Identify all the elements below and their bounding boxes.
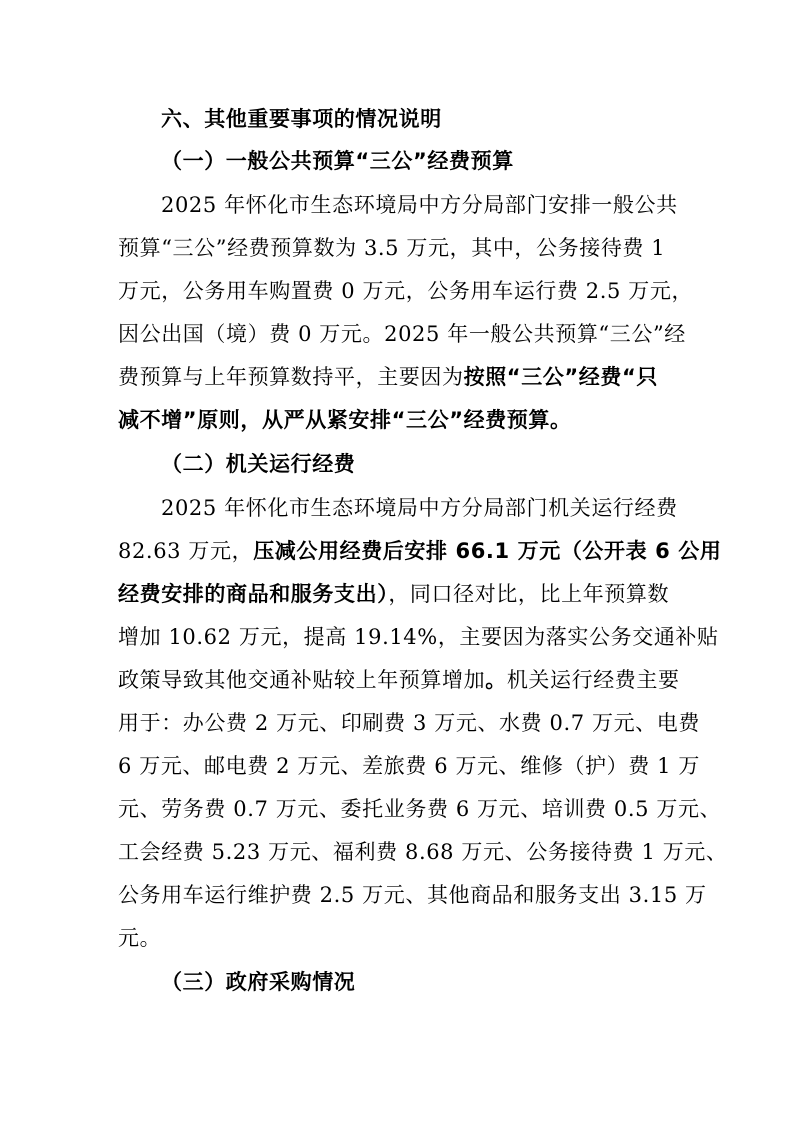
paragraph-line: 元。 (118, 926, 162, 950)
paragraph-line: 预算“三公”经费预算数为 3.5 万元，其中，公务接待费 1 (118, 236, 666, 260)
text-run: ，同口径对比，比上年预算数 (388, 582, 670, 606)
bold-text-run: 。 (485, 668, 507, 692)
subsection-title-1: （一）一般公共预算“三公”经费预算 (161, 149, 514, 173)
bold-text-run: 压减公用经费后安排 66.1 万元（公开表 6 公用 (253, 539, 722, 563)
subsection-title-2: （二）机关运行经费 (161, 452, 356, 476)
paragraph-line: 增加 10.62 万元，提高 19.14%，主要因为落实公务交通补贴 (118, 625, 719, 649)
text-run: 82.63 万元， (118, 539, 254, 563)
subsection-title-3: （三）政府采购情况 (161, 970, 356, 994)
text-run: 机关运行经费主要 (506, 668, 680, 692)
text-run: 政策导致其他交通补贴较上年预算增加 (118, 668, 486, 692)
paragraph-line: 万元，公务用车购置费 0 万元，公务用车运行费 2.5 万元， (118, 279, 694, 303)
paragraph-line: 公务用车运行维护费 2.5 万元、其他商品和服务支出 3.15 万 (118, 883, 707, 907)
paragraph-line: 因公出国（境）费 0 万元。2025 年一般公共预算“三公”经 (118, 322, 686, 346)
paragraph-line: 工会经费 5.23 万元、福利费 8.68 万元、公务接待费 1 万元、 (118, 840, 728, 864)
text-run: 费预算与上年预算数持平，主要因为 (118, 365, 464, 389)
paragraph-line: 2025 年怀化市生态环境局中方分局部门机关运行经费 (161, 496, 678, 520)
paragraph-line (118, 665, 680, 695)
paragraph-line (118, 362, 658, 392)
paragraph-line (118, 536, 721, 566)
paragraph-line: 6 万元、邮电费 2 万元、差旅费 6 万元、维修（护）费 1 万 (118, 754, 700, 778)
paragraph-line-bold: 减不增”原则，从严从紧安排“三公”经费预算。 (118, 408, 572, 432)
paragraph-line: 元、劳务费 0.7 万元、委托业务费 6 万元、培训费 0.5 万元、 (118, 797, 722, 821)
bold-text-run: 经费安排的商品和服务支出） (118, 582, 389, 606)
paragraph-line: 用于：办公费 2 万元、印刷费 3 万元、水费 0.7 万元、电费 (118, 711, 700, 735)
bold-text-run: 按照“三公”经费“只 (463, 365, 659, 389)
section-heading: 六、其他重要事项的情况说明 (161, 107, 442, 131)
paragraph-line: 2025 年怀化市生态环境局中方分局部门安排一般公共 (161, 193, 678, 217)
paragraph-line (118, 579, 669, 609)
